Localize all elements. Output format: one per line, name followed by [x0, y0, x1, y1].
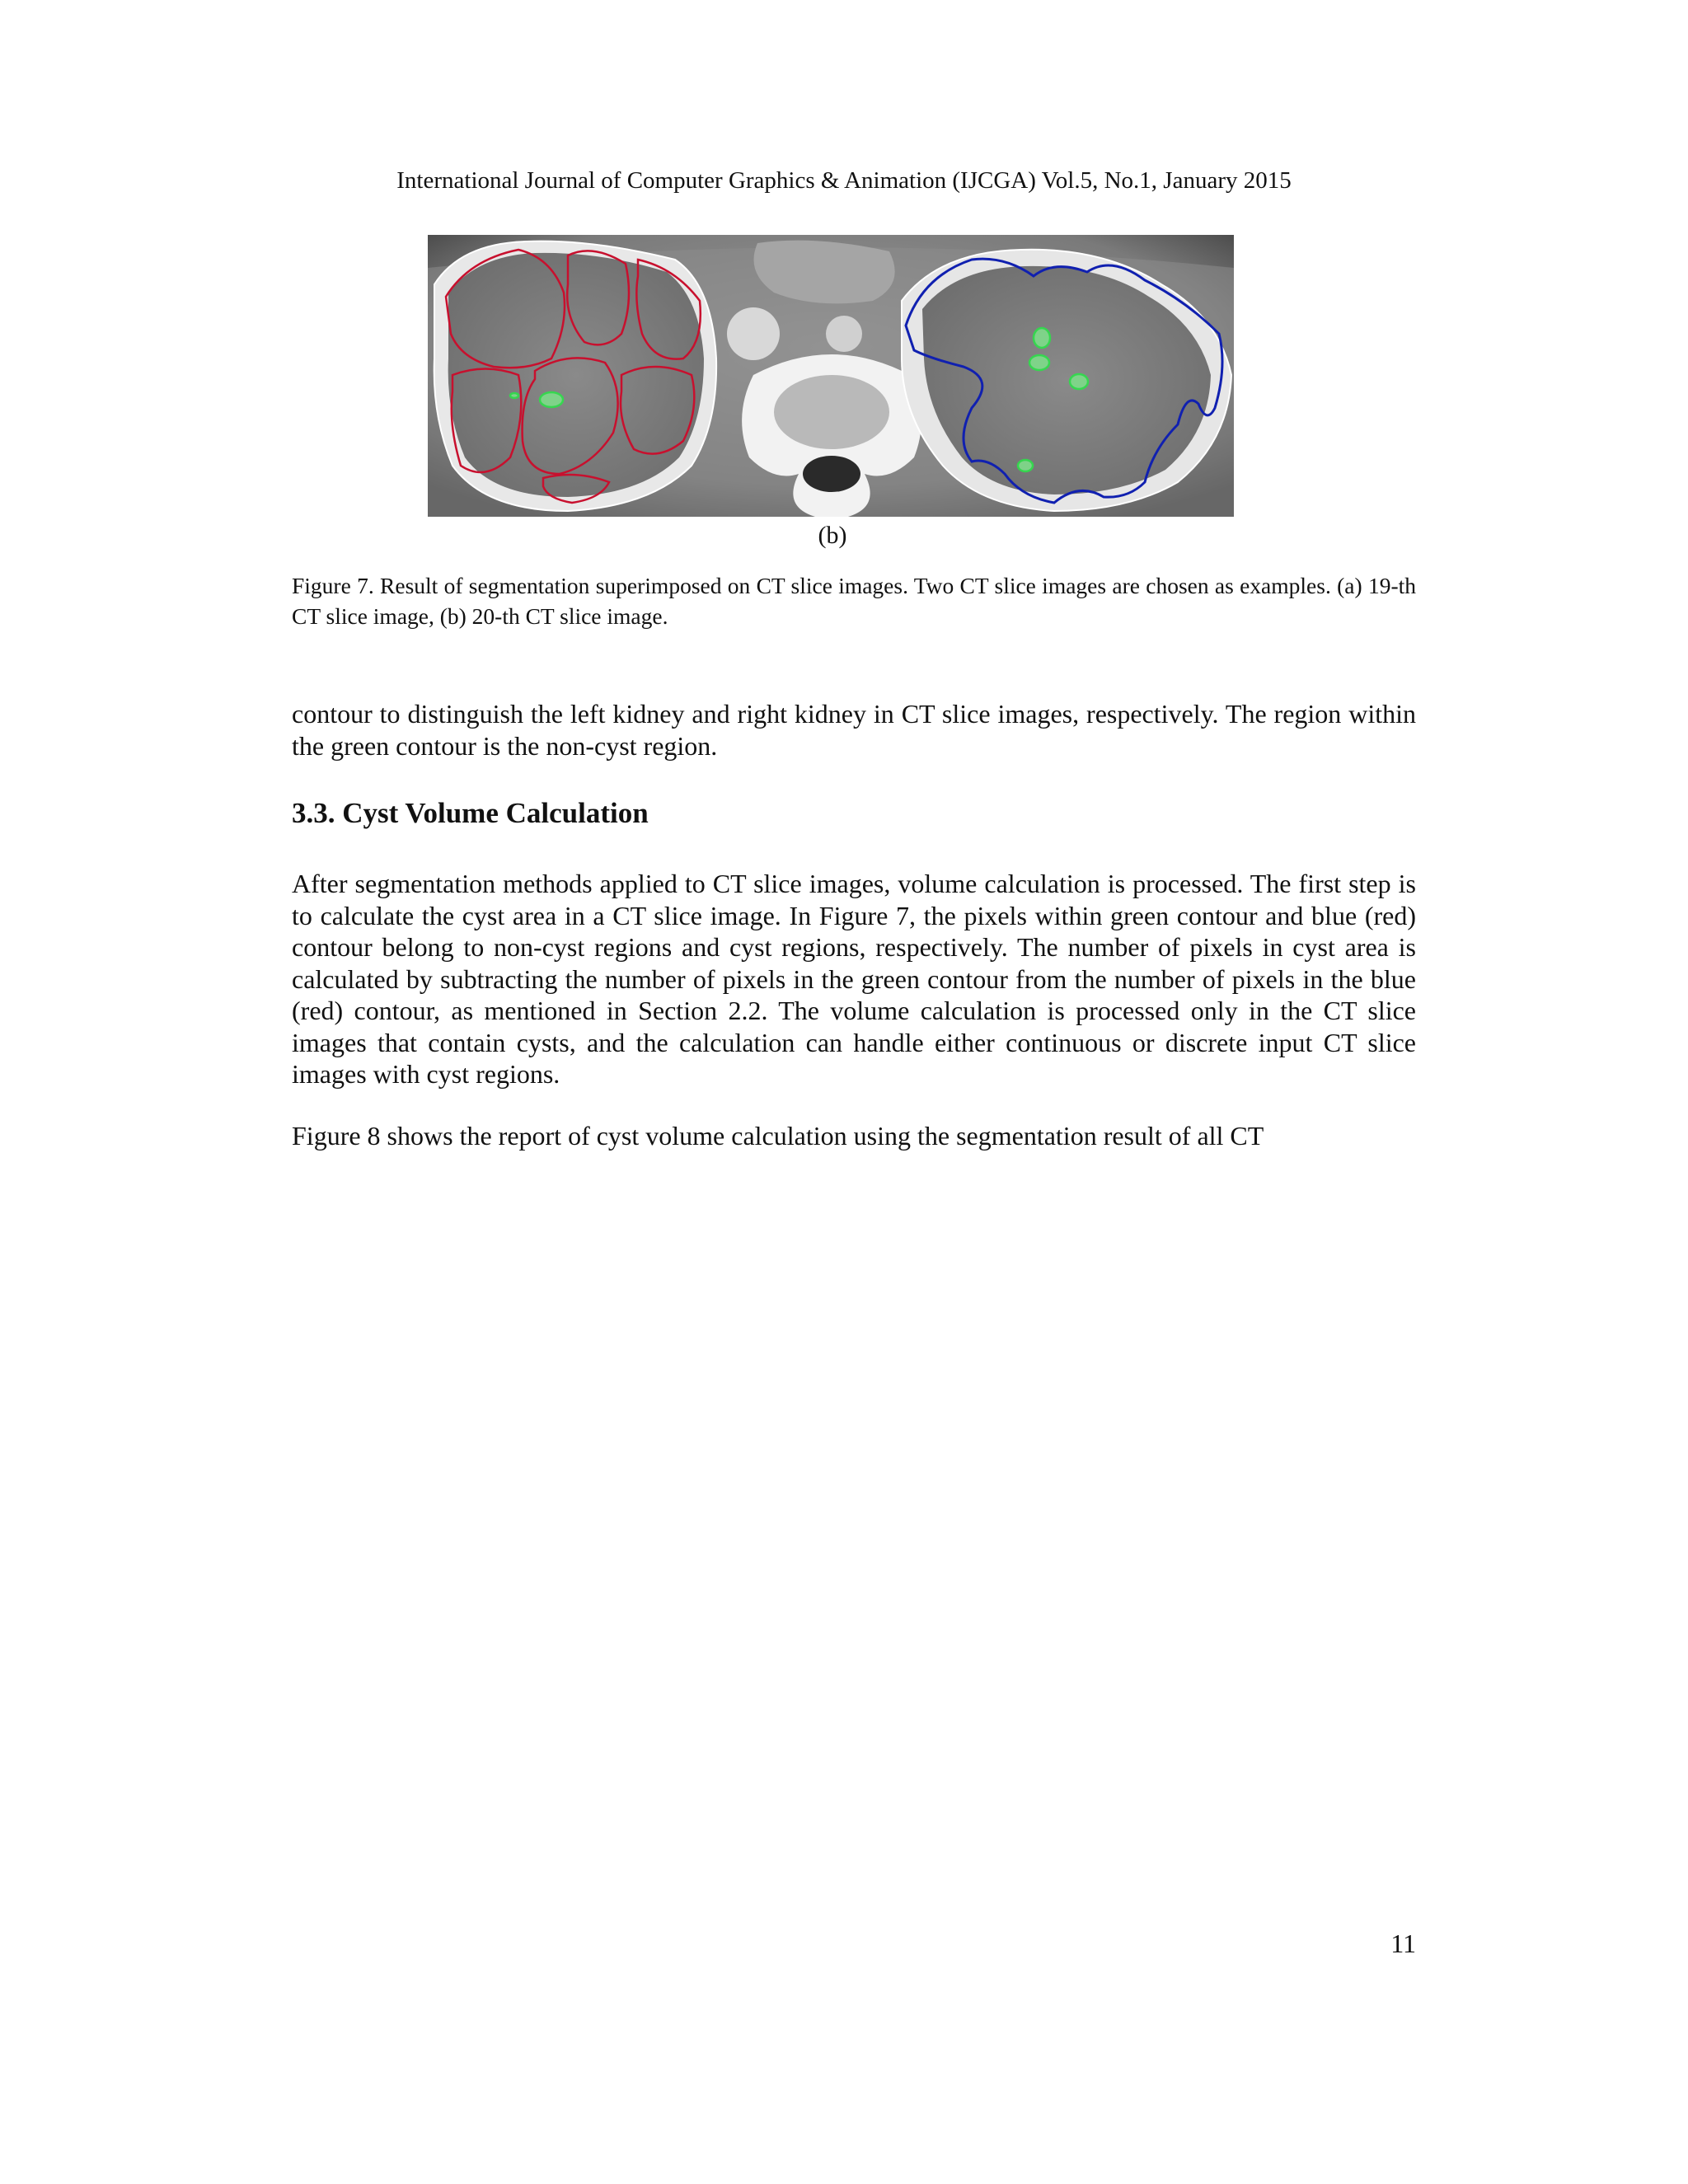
- subfigure-label: (b): [818, 522, 847, 549]
- left-kidney-interior: [448, 253, 704, 497]
- figure-caption: Figure 7. Result of segmentation superimposed on CT slice images. Two CT slice images are chosen as examples. (a) 19-th CT slice image, (b) 20-th CT slice image.: [292, 573, 1416, 629]
- vena-cava: [826, 316, 862, 352]
- body-paragraph-2: After segmentation methods applied to CT slice images, volume calculation is processed. The first step is to calculate the cyst area in a CT slice image. In Figure 7, the pixels within green contour and blue (red) contour belong to non-cyst regions and cyst regions, respectively. The number of pixels in cyst area is calculated by subtracting the number of pixels in the green contour from the number of pixels in the blue (red) contour, as mentioned in Section 2.2. The volume calculation is processed only in the CT slice images that contain cysts, and the calculation can handle either continuous or discrete input CT slice images with cyst regions.: [292, 869, 1416, 1089]
- aorta: [727, 307, 780, 360]
- section-heading: 3.3. Cyst Volume Calculation: [292, 797, 649, 829]
- body-paragraph-3: Figure 8 shows the report of cyst volume calculation using the segmentation result of all CT: [292, 1121, 1264, 1151]
- vertebral-body: [774, 375, 889, 449]
- page-number: 11: [1390, 1929, 1416, 1958]
- ct-slice-figure: [428, 235, 1234, 517]
- running-header: International Journal of Computer Graphics & Animation (IJCGA) Vol.5, No.1, January 2015: [396, 167, 1292, 194]
- spinal-canal: [803, 456, 860, 492]
- body-paragraph-1: contour to distinguish the left kidney and right kidney in CT slice images, respectively. The region within the green contour is the non-cyst region.: [292, 699, 1416, 761]
